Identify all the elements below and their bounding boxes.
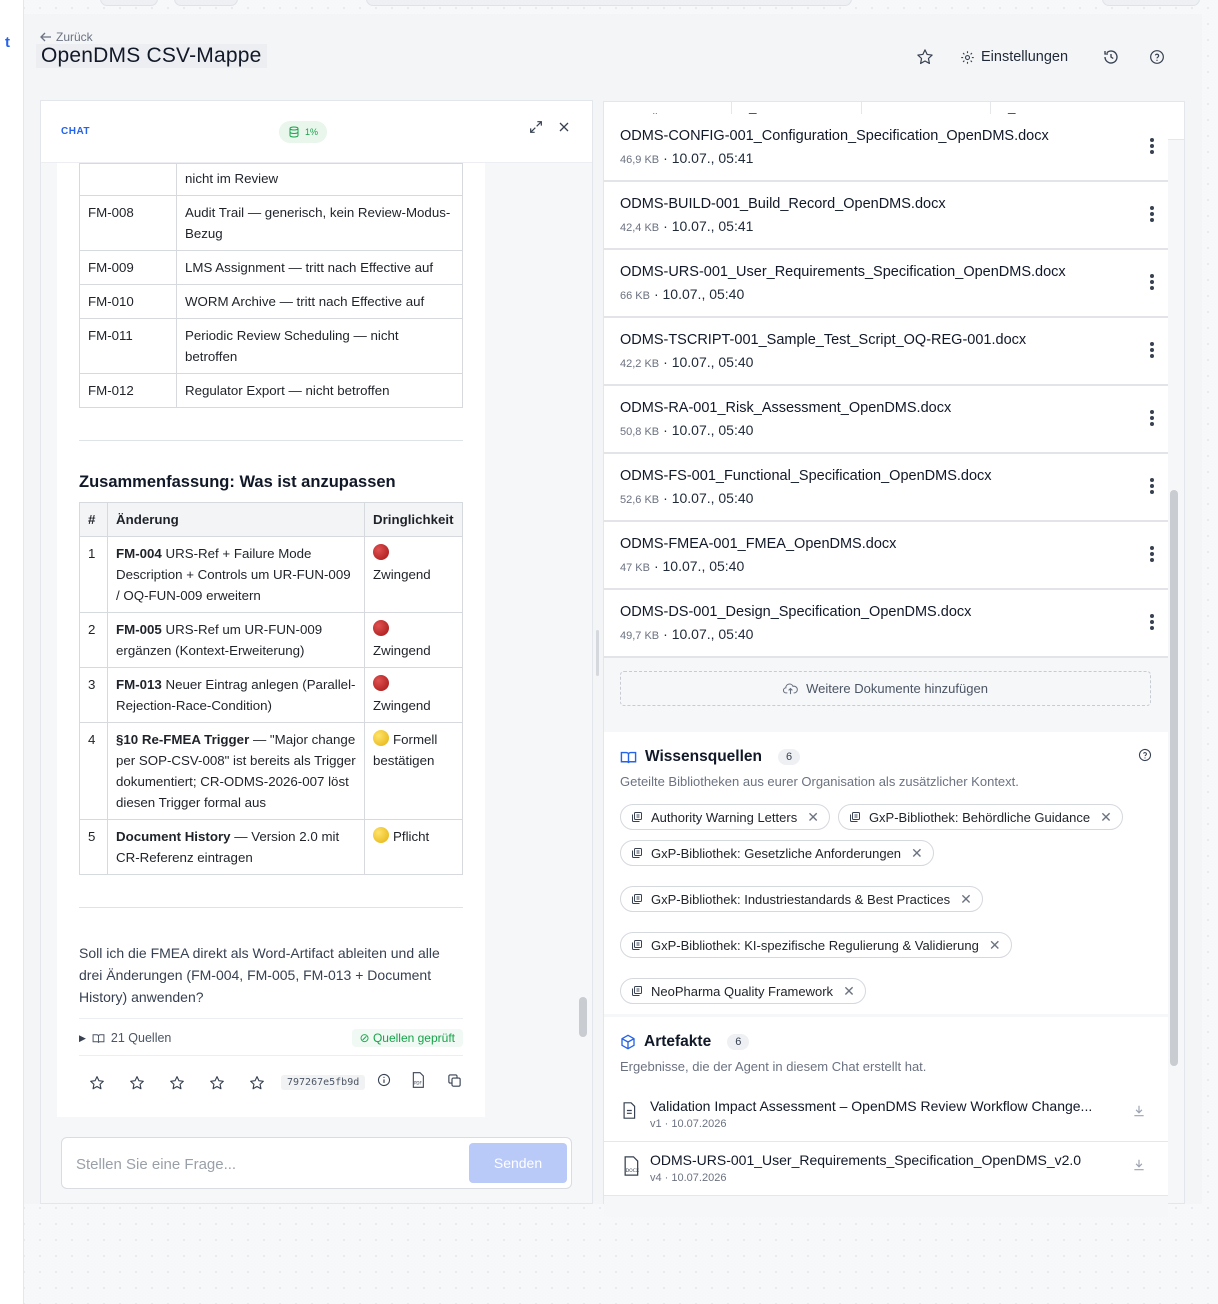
- download-button[interactable]: [1132, 1104, 1146, 1123]
- row-number: 1: [80, 537, 108, 613]
- remove-chip-icon[interactable]: ✕: [960, 890, 972, 907]
- knowledge-sources-title: Wissensquellen: [645, 748, 763, 765]
- remove-chip-icon[interactable]: ✕: [911, 844, 923, 861]
- urgency-label: Zwingend: [373, 698, 431, 713]
- message-hash[interactable]: 797267e5fb9d: [281, 1075, 365, 1090]
- help-button[interactable]: [1144, 44, 1170, 70]
- app-sidebar-strip: [0, 0, 24, 1304]
- document-size: 42,2 KB: [620, 358, 660, 370]
- document-item[interactable]: [604, 318, 1168, 386]
- summary-heading: Zusammenfassung: Was ist anzupassen: [79, 473, 396, 491]
- sources-verified-badge: [352, 1029, 463, 1047]
- database-icon: [288, 126, 300, 138]
- chat-scrollbar[interactable]: [579, 997, 587, 1037]
- workspace-scrollbar[interactable]: [1170, 490, 1178, 1066]
- document-menu-button[interactable]: [1150, 614, 1154, 632]
- chip-label: Authority Warning Letters: [651, 809, 798, 825]
- document-menu-button[interactable]: [1150, 206, 1154, 224]
- assistant-message: [79, 163, 463, 1093]
- assistant-question: Soll ich die FMEA direkt als Word-Artifact ableiten und alle drei Änderungen (FM-004, FM-005, FM-013 + Document History) anwenden?: [79, 945, 440, 1005]
- document-item[interactable]: [604, 182, 1168, 250]
- top-pill[interactable]: [174, 0, 238, 6]
- table-cell: nicht im Review: [177, 164, 463, 196]
- remove-chip-icon[interactable]: ✕: [843, 982, 855, 999]
- settings-button[interactable]: [960, 49, 1068, 65]
- artifacts-count: 6: [727, 1034, 749, 1050]
- document-menu-button[interactable]: [1150, 138, 1154, 156]
- top-pill[interactable]: [1102, 0, 1200, 6]
- change-cell: [108, 537, 365, 613]
- change-text: — Version 2.0 mit CR-Referenz eintragen: [116, 829, 340, 865]
- chip-label: GxP-Bibliothek: Behördliche Guidance: [868, 809, 1091, 825]
- urgency-cell: [365, 820, 463, 875]
- document-name: ODMS-FMEA-001_FMEA_OpenDMS.docx: [620, 536, 897, 552]
- yellow-circle-icon: [373, 827, 389, 843]
- change-ref: Document History: [116, 829, 231, 844]
- column-header: #: [80, 503, 108, 537]
- library-icon: [631, 811, 643, 823]
- add-documents-label: Weitere Dokumente hinzufügen: [806, 681, 988, 696]
- favorite-star-button[interactable]: [912, 44, 938, 70]
- cloud-upload-icon: [783, 682, 798, 695]
- chat-input-box: [61, 1137, 572, 1189]
- urgency-label: Formell bestätigen: [373, 732, 438, 768]
- urgency-cell: [365, 668, 463, 723]
- knowledge-chip[interactable]: [620, 932, 1012, 958]
- app-logo-icon[interactable]: t: [5, 34, 10, 51]
- document-menu-button[interactable]: [1150, 546, 1154, 564]
- knowledge-chip[interactable]: [620, 804, 830, 830]
- document-item[interactable]: [604, 114, 1168, 182]
- rating-star-1[interactable]: [79, 1075, 119, 1091]
- knowledge-sources-heading: [620, 748, 800, 766]
- sources-toggle[interactable]: [79, 1031, 171, 1045]
- change-text: URS-Ref um UR-FUN-009 ergänzen (Kontext-Erweiterung): [116, 622, 323, 658]
- artifact-meta: v1 · 10.07.2026: [650, 1118, 727, 1130]
- help-circle-icon: [1149, 49, 1165, 65]
- divider: [79, 440, 463, 441]
- yellow-circle-icon: [373, 730, 389, 746]
- row-number: 3: [80, 668, 108, 723]
- document-size: 49,7 KB: [620, 630, 660, 642]
- chat-label: CHAT: [61, 126, 91, 137]
- star-icon: [249, 1075, 265, 1091]
- urgency-label: Pflicht: [393, 829, 430, 844]
- header-actions: [912, 44, 1170, 70]
- document-date: · 10.07., 05:40: [653, 558, 745, 574]
- book-open-icon: [620, 750, 637, 765]
- rating-star-4[interactable]: [199, 1075, 239, 1091]
- artifact-meta: v4 · 10.07.2026: [650, 1172, 727, 1184]
- expand-icon: [528, 119, 544, 135]
- red-circle-icon: [373, 620, 389, 636]
- chat-input[interactable]: [76, 1152, 456, 1176]
- book-open-icon: [92, 1033, 105, 1044]
- change-ref: FM-013: [116, 677, 162, 692]
- row-number: 5: [80, 820, 108, 875]
- document-meta: [620, 558, 744, 574]
- knowledge-chip[interactable]: [620, 840, 934, 866]
- document-name: ODMS-TSCRIPT-001_Sample_Test_Script_OQ-REG-001.docx: [620, 332, 1027, 348]
- change-cell: [108, 820, 365, 875]
- document-menu-button[interactable]: [1150, 342, 1154, 360]
- document-item[interactable]: [604, 590, 1168, 658]
- document-name: ODMS-BUILD-001_Build_Record_OpenDMS.docx: [620, 196, 946, 212]
- red-circle-icon: [373, 675, 389, 691]
- document-meta: [620, 626, 753, 642]
- document-name: ODMS-CONFIG-001_Configuration_Specification_OpenDMS.docx: [620, 128, 1049, 144]
- document-name: ODMS-RA-001_Risk_Assessment_OpenDMS.docx: [620, 400, 952, 416]
- artifact-item[interactable]: [604, 1088, 1168, 1142]
- document-date: · 10.07., 05:40: [663, 354, 754, 370]
- package-icon: [620, 1034, 636, 1050]
- download-icon: [1132, 1104, 1146, 1118]
- chip-label: GxP-Bibliothek: KI-spezifische Regulierung & Validierung: [651, 937, 979, 953]
- document-size: 66 KB: [620, 290, 650, 302]
- sources-count: 21 Quellen: [110, 1031, 172, 1045]
- change-cell: [108, 668, 365, 723]
- table-row: [80, 285, 463, 319]
- document-item[interactable]: [604, 454, 1168, 522]
- red-circle-icon: [373, 544, 389, 560]
- download-button[interactable]: [1132, 1158, 1146, 1177]
- table-cell: FM-008: [80, 196, 177, 251]
- document-meta: [620, 218, 753, 234]
- artifacts-subtitle: Ergebnisse, die der Agent in diesem Chat erstellt hat.: [620, 1059, 927, 1074]
- chip-label: GxP-Bibliothek: Industriestandards & Best Practices: [651, 891, 951, 907]
- docx-icon: [622, 1156, 640, 1181]
- arrow-left-icon: [40, 32, 52, 42]
- rating-row: [79, 1072, 463, 1093]
- document-date: · 10.07., 05:40: [663, 626, 754, 642]
- star-icon: [916, 48, 934, 66]
- library-icon: [631, 985, 643, 997]
- settings-label: Einstellungen: [981, 49, 1069, 65]
- close-chat-button[interactable]: [556, 119, 572, 140]
- table-row: [80, 164, 463, 196]
- svg-text:DOCX: DOCX: [625, 1168, 640, 1174]
- library-icon: [631, 939, 643, 951]
- history-button[interactable]: [1098, 44, 1124, 70]
- table-cell: FM-012: [80, 374, 177, 408]
- knowledge-chip[interactable]: [620, 978, 866, 1004]
- change-text: — "Major change per SOP-CSV-008" ist bereits als Trigger dokumentiert; CR-ODMS-2026-007 löst diesen Trigger formal aus: [116, 732, 356, 810]
- table-row: [80, 613, 463, 668]
- table-cell: WORM Archive — tritt nach Effective auf: [177, 285, 463, 319]
- pdf-icon: [411, 1072, 425, 1088]
- column-header: Dringlichkeit: [365, 503, 463, 537]
- chat-message-area[interactable]: [57, 163, 485, 1117]
- summary-table: [79, 502, 463, 875]
- close-icon: [556, 119, 572, 135]
- back-link[interactable]: [40, 30, 93, 44]
- table-cell: Regulator Export — nicht betroffen: [177, 374, 463, 408]
- document-meta: [620, 490, 753, 506]
- gear-icon: [960, 50, 975, 65]
- context-usage-value: 1%: [305, 127, 319, 137]
- knowledge-help-button[interactable]: [1138, 748, 1152, 767]
- document-name: ODMS-FS-001_Functional_Specification_OpenDMS.docx: [620, 468, 992, 484]
- add-documents-button[interactable]: [620, 671, 1151, 706]
- document-menu-button[interactable]: [1150, 478, 1154, 496]
- table-cell: FM-010: [80, 285, 177, 319]
- page-footer-area: [24, 1204, 1218, 1304]
- table-row: [80, 820, 463, 875]
- table-cell: FM-009: [80, 251, 177, 285]
- document-size: 50,8 KB: [620, 426, 660, 438]
- document-date: · 10.07., 05:41: [663, 150, 754, 166]
- library-icon: [631, 847, 643, 859]
- document-menu-button[interactable]: [1150, 274, 1154, 292]
- document-icon: [622, 1102, 636, 1124]
- table-row: [80, 668, 463, 723]
- document-meta: [620, 354, 753, 370]
- artifacts-heading: [620, 1033, 749, 1051]
- artifacts-header: [604, 1017, 1168, 1088]
- knowledge-sources-count: 6: [778, 749, 800, 765]
- table-row: [80, 319, 463, 374]
- star-icon: [129, 1075, 145, 1091]
- svg-text:PDF: PDF: [414, 1080, 423, 1086]
- table-cell: FM-011: [80, 319, 177, 374]
- library-icon: [849, 811, 861, 823]
- top-pill[interactable]: [100, 0, 158, 6]
- history-icon: [1102, 48, 1120, 66]
- urgency-label: Zwingend: [373, 567, 431, 582]
- column-header: Änderung: [108, 503, 365, 537]
- send-button[interactable]: Senden: [469, 1143, 567, 1183]
- knowledge-sources-section: [604, 732, 1168, 1014]
- document-size: 47 KB: [620, 562, 650, 574]
- change-text: Neuer Eintrag anlegen (Parallel-Rejection-Race-Condition): [116, 677, 356, 713]
- document-name: ODMS-URS-001_User_Requirements_Specification_OpenDMS.docx: [620, 264, 1066, 280]
- knowledge-chip[interactable]: [838, 804, 1123, 830]
- download-icon: [1132, 1158, 1146, 1172]
- table-row: [80, 723, 463, 820]
- expand-chat-button[interactable]: [528, 119, 544, 140]
- library-icon: [631, 893, 643, 905]
- workspace-panel: [603, 101, 1185, 1204]
- change-text: URS-Ref + Failure Mode Description + Controls um UR-FUN-009 / OQ-FUN-009 erweitern: [116, 546, 351, 603]
- change-cell: [108, 723, 365, 820]
- knowledge-sources-subtitle: Geteilte Bibliotheken aus eurer Organisation als zusätzlicher Kontext.: [620, 774, 1019, 789]
- artifacts-title: Artefakte: [644, 1033, 712, 1050]
- document-size: 52,6 KB: [620, 494, 660, 506]
- artifacts-section: [604, 1017, 1168, 1217]
- document-date: · 10.07., 05:41: [663, 218, 754, 234]
- sources-row: [79, 1018, 463, 1056]
- urgency-label: Zwingend: [373, 643, 431, 658]
- remove-chip-icon[interactable]: ✕: [807, 808, 819, 825]
- back-label: Zurück: [56, 30, 93, 44]
- table-cell: Periodic Review Scheduling — nicht betroffen: [177, 319, 463, 374]
- panel-resize-handle[interactable]: [596, 630, 599, 676]
- page-title: OpenDMS CSV-Mappe: [36, 44, 267, 68]
- table-row: [80, 374, 463, 408]
- export-pdf-button[interactable]: [411, 1072, 425, 1093]
- document-size: 42,4 KB: [620, 222, 660, 234]
- document-meta: [620, 286, 744, 302]
- rating-star-3[interactable]: [159, 1075, 199, 1091]
- sources-verified-label: Quellen geprüft: [372, 1031, 455, 1045]
- document-meta: [620, 150, 753, 166]
- remove-chip-icon[interactable]: ✕: [1100, 808, 1112, 825]
- table-cell: LMS Assignment — tritt nach Effective auf: [177, 251, 463, 285]
- triangle-right-icon: ▶: [79, 1032, 86, 1043]
- rating-star-2[interactable]: [119, 1075, 159, 1091]
- row-number: 4: [80, 723, 108, 820]
- top-bar: [24, 0, 1218, 12]
- rating-star-5[interactable]: [239, 1075, 279, 1091]
- urgency-cell: [365, 537, 463, 613]
- table-cell: [80, 164, 177, 196]
- artifact-item[interactable]: [604, 1142, 1168, 1196]
- help-circle-icon: [1138, 748, 1152, 762]
- document-item[interactable]: [604, 522, 1168, 590]
- document-item[interactable]: [604, 386, 1168, 454]
- copy-button[interactable]: [447, 1073, 462, 1093]
- divider: [79, 907, 463, 908]
- row-number: 2: [80, 613, 108, 668]
- chat-header: [41, 101, 592, 163]
- artifact-name: ODMS-URS-001_User_Requirements_Specification_OpenDMS_v2.0: [650, 1152, 1082, 1168]
- document-date: · 10.07., 05:40: [653, 286, 745, 302]
- info-icon: [377, 1073, 391, 1087]
- star-icon: [169, 1075, 185, 1091]
- document-menu-button[interactable]: [1150, 410, 1154, 428]
- document-name: ODMS-DS-001_Design_Specification_OpenDMS.docx: [620, 604, 972, 620]
- top-search-pill[interactable]: [366, 0, 852, 6]
- context-usage-badge: [279, 121, 327, 143]
- urgency-cell: [365, 613, 463, 668]
- info-button[interactable]: [377, 1073, 391, 1092]
- document-date: · 10.07., 05:40: [663, 422, 754, 438]
- document-list: [604, 128, 1168, 670]
- change-ref: FM-004: [116, 546, 162, 561]
- table-cell: Audit Trail — generisch, kein Review-Modus-Bezug: [177, 196, 463, 251]
- remove-chip-icon[interactable]: ✕: [988, 936, 1001, 953]
- star-icon: [209, 1075, 225, 1091]
- check-circle-icon: ⊘: [359, 1031, 370, 1045]
- chip-label: NeoPharma Quality Framework: [651, 983, 834, 999]
- document-meta: [620, 422, 753, 438]
- urgency-cell: [365, 723, 463, 820]
- table-row: [80, 251, 463, 285]
- fmea-table: [79, 163, 463, 408]
- table-row: [80, 537, 463, 613]
- change-ref: FM-005: [116, 622, 162, 637]
- chip-label: GxP-Bibliothek: Gesetzliche Anforderungen: [651, 845, 902, 861]
- document-size: 46,9 KB: [620, 154, 660, 166]
- star-icon: [89, 1075, 105, 1091]
- table-header-row: [80, 503, 463, 537]
- artifact-name: Validation Impact Assessment – OpenDMS Review Workflow Change...: [650, 1098, 1093, 1114]
- knowledge-chip[interactable]: [620, 886, 983, 912]
- change-ref: §10 Re-FMEA Trigger: [116, 732, 250, 747]
- change-cell: [108, 613, 365, 668]
- document-item[interactable]: [604, 250, 1168, 318]
- table-row: [80, 196, 463, 251]
- copy-icon: [447, 1073, 462, 1088]
- knowledge-chip-list: [620, 804, 1160, 1004]
- document-date: · 10.07., 05:40: [663, 490, 754, 506]
- chat-panel: [40, 100, 593, 1204]
